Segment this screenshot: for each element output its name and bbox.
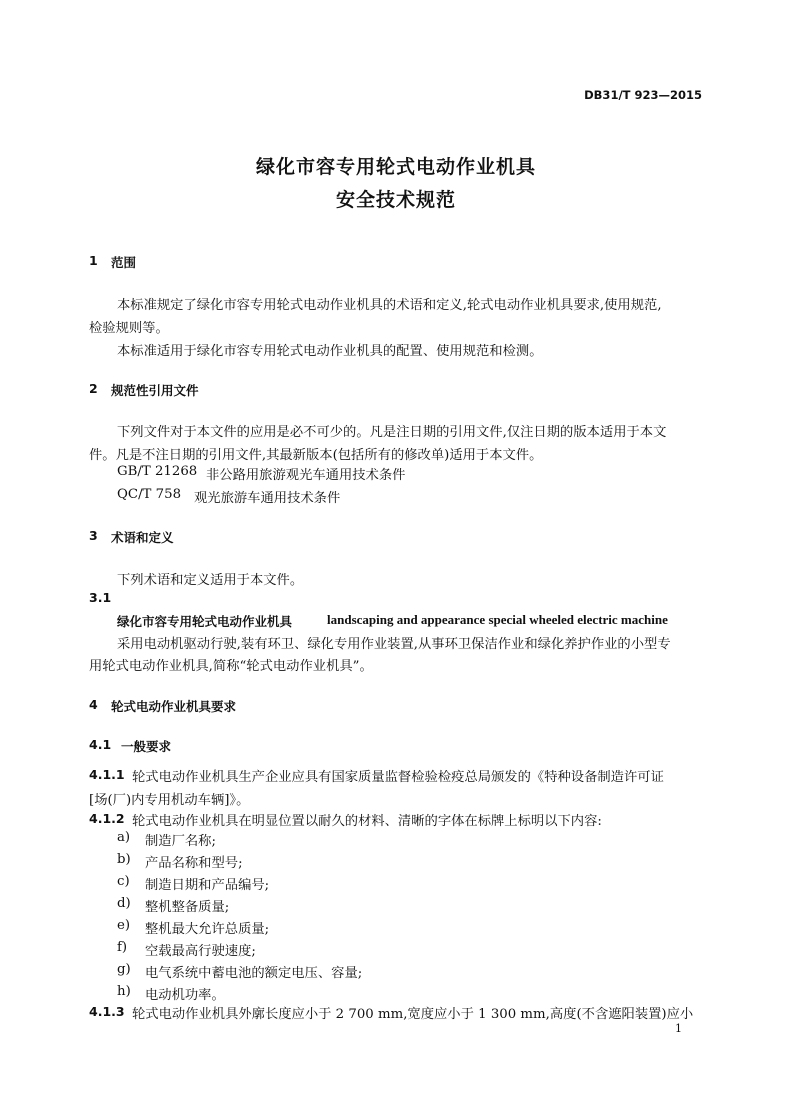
list-item: 电气系统中蓄电池的额定电压、容量;: [145, 966, 363, 981]
section-1-paragraph-1-line-1: 本标准规定了绿化市容专用轮式电动作业机具的术语和定义,轮式电动作业机具要求,使用规范,: [117, 298, 662, 313]
page-number: 1: [675, 1022, 682, 1035]
subsection-4-1-heading: 一般要求: [121, 739, 172, 754]
clause-4-1-3-number: 4.1.3: [89, 1004, 125, 1019]
clause-4-1-1-line-2: [场(厂)内专用机动车辆]》。: [89, 793, 250, 808]
list-item: 制造日期和产品编号;: [145, 878, 270, 893]
section-3-number: 3: [89, 528, 98, 543]
section-1-heading: 范围: [111, 255, 137, 270]
term-english: landscaping and appearance special wheeled electric machine: [327, 612, 668, 627]
section-2-paragraph-line-2: 件。凡是不注日期的引用文件,其最新版本(包括所有的修改单)适用于本文件。: [89, 448, 543, 463]
list-item-marker: d): [117, 896, 131, 911]
term-definition-line-2: 用轮式电动作业机具,简称“轮式电动作业机具”。: [89, 659, 373, 674]
list-item-marker: c): [117, 874, 130, 889]
list-item-marker: e): [117, 918, 131, 933]
term-definition-line-1: 采用电动机驱动行驶,装有环卫、绿化专用作业装置,从事环卫保洁作业和绿化养护作业的小型专: [117, 637, 671, 652]
list-item-marker: g): [117, 962, 131, 977]
section-2-paragraph-line-1: 下列文件对于本文件的应用是必不可少的。凡是注日期的引用文件,仅注日期的版本适用于本文: [117, 425, 667, 440]
title-line-1: 绿化市容专用轮式电动作业机具: [255, 156, 536, 178]
section-2-heading: 规范性引用文件: [111, 383, 199, 398]
subsection-4-1-number: 4.1: [89, 737, 112, 752]
section-1-paragraph-2: 本标准适用于绿化市容专用轮式电动作业机具的配置、使用规范和检测。: [117, 344, 543, 359]
list-item: 电动机功率。: [145, 988, 225, 1003]
list-item-marker: b): [117, 852, 131, 867]
list-item-marker: f): [117, 940, 128, 955]
list-item: 产品名称和型号;: [145, 856, 243, 871]
list-item-marker: h): [117, 984, 131, 999]
clause-4-1-2-number: 4.1.2: [89, 811, 125, 826]
section-4-number: 4: [89, 697, 98, 712]
reference-code: GB/T 21268: [117, 464, 198, 479]
term-chinese: 绿化市容专用轮式电动作业机具: [117, 614, 293, 629]
list-item: 整机整备质量;: [145, 900, 230, 915]
clause-4-1-1-number: 4.1.1: [89, 767, 125, 782]
list-item-marker: a): [117, 830, 131, 845]
section-3-heading: 术语和定义: [111, 530, 174, 545]
reference-title: 观光旅游车通用技术条件: [194, 491, 341, 506]
clause-4-1-2-text: 轮式电动作业机具在明显位置以耐久的材料、清晰的字体在标牌上标明以下内容:: [132, 814, 602, 829]
list-item: 制造厂名称;: [145, 834, 216, 849]
term-number: 3.1: [89, 590, 112, 605]
document-number: DB31/T 923—2015: [584, 88, 702, 102]
list-item: 空载最高行驶速度;: [145, 944, 256, 959]
clause-4-1-3-text: 轮式电动作业机具外廓长度应小于 2 700 mm,宽度应小于 1 300 mm,高度(不含遮阳装置)应小: [132, 1007, 694, 1022]
list-item: 整机最大允许总质量;: [145, 922, 270, 937]
section-3-intro: 下列术语和定义适用于本文件。: [117, 573, 304, 588]
section-4-heading: 轮式电动作业机具要求: [111, 699, 237, 714]
section-1-paragraph-1-line-2: 检验规则等。: [89, 321, 169, 336]
reference-code: QC/T 758: [117, 487, 182, 502]
section-2-number: 2: [89, 381, 98, 396]
reference-title: 非公路用旅游观光车通用技术条件: [206, 468, 406, 483]
section-1-number: 1: [89, 253, 98, 268]
clause-4-1-1-line-1: 轮式电动作业机具生产企业应具有国家质量监督检验检疫总局颁发的《特种设备制造许可证: [132, 770, 664, 785]
title-line-2: 安全技术规范: [335, 189, 456, 211]
